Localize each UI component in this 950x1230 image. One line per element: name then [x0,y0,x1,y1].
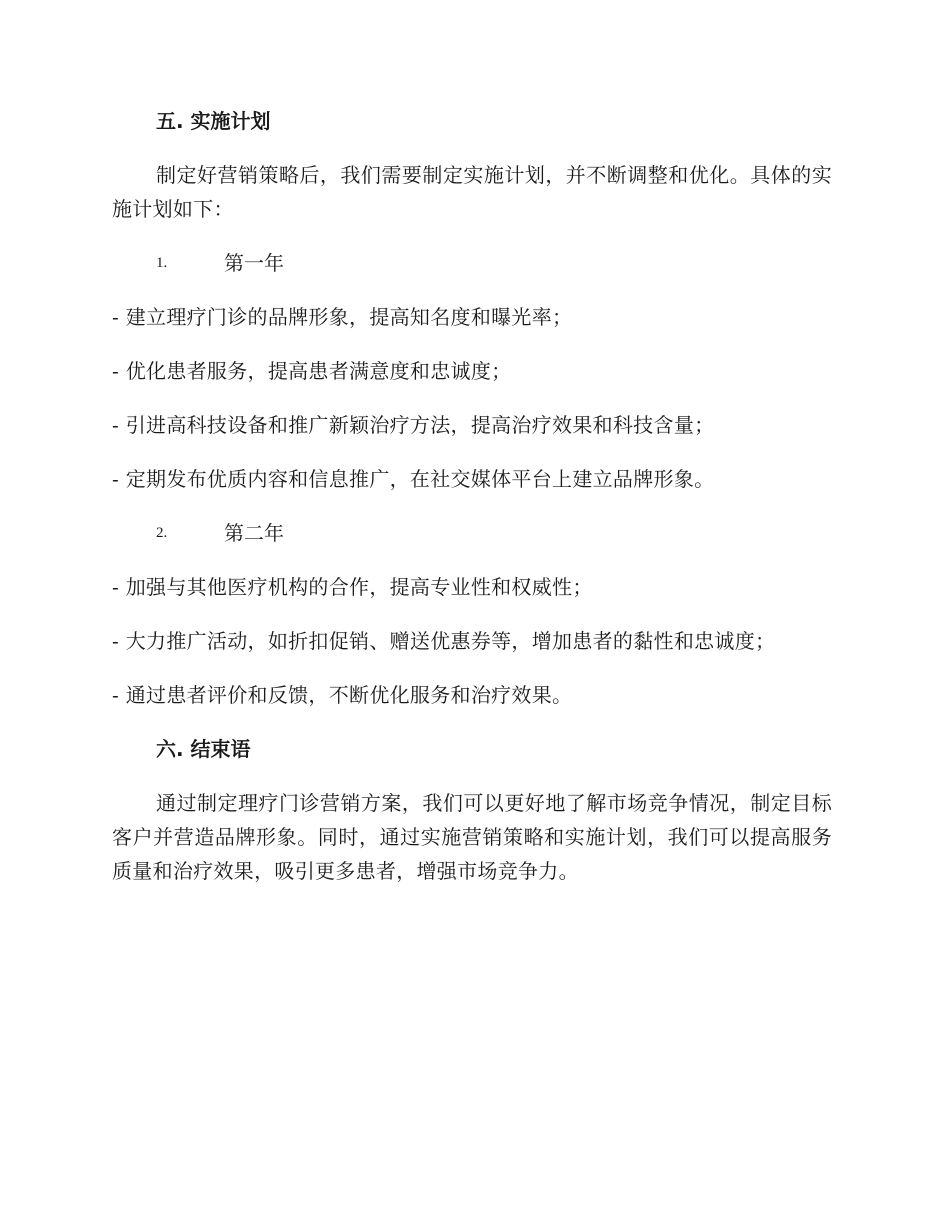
year-2-item [112,516,832,550]
year-1-bullet: - 建立理疗门诊的品牌形象，提高知名度和曝光率； [112,305,573,329]
year-2-label: 第二年 [224,521,284,545]
year-1-item [112,246,832,280]
year-1-bullet: - 优化患者服务，提高患者满意度和忠诚度； [112,359,512,383]
section-5-heading: 五. 实施计划 [156,109,271,133]
year-2-bullet: - 通过患者评价和反馈，不断优化服务和治疗效果。 [112,683,573,707]
section-5-intro: 制定好营销策略后，我们需要制定实施计划，并不断调整和优化。具体的实施计划如下： [112,163,832,221]
year-2-number: 2. [156,525,168,541]
section-6-heading: 六. 结束语 [156,737,251,761]
year-2-bullet: - 大力推广活动，如折扣促销、赠送优惠券等，增加患者的黏性和忠诚度； [112,629,776,653]
year-1-number: 1. [156,255,168,271]
year-2-bullet: - 加强与其他医疗机构的合作，提高专业性和权威性； [112,575,593,599]
document-page [112,104,832,908]
section-6-body: 通过制定理疗门诊营销方案，我们可以更好地了解市场竞争情况，制定目标客户并营造品牌形象。同时，通过实施营销策略和实施计划，我们可以提高服务质量和治疗效果，吸引更多患者，增强市场竞争力。 [112,791,832,883]
year-1-bullet: - 定期发布优质内容和信息推广，在社交媒体平台上建立品牌形象。 [112,467,715,491]
year-1-bullet: - 引进高科技设备和推广新颖治疗方法，提高治疗效果和科技含量； [112,413,715,437]
year-1-label: 第一年 [224,251,284,275]
